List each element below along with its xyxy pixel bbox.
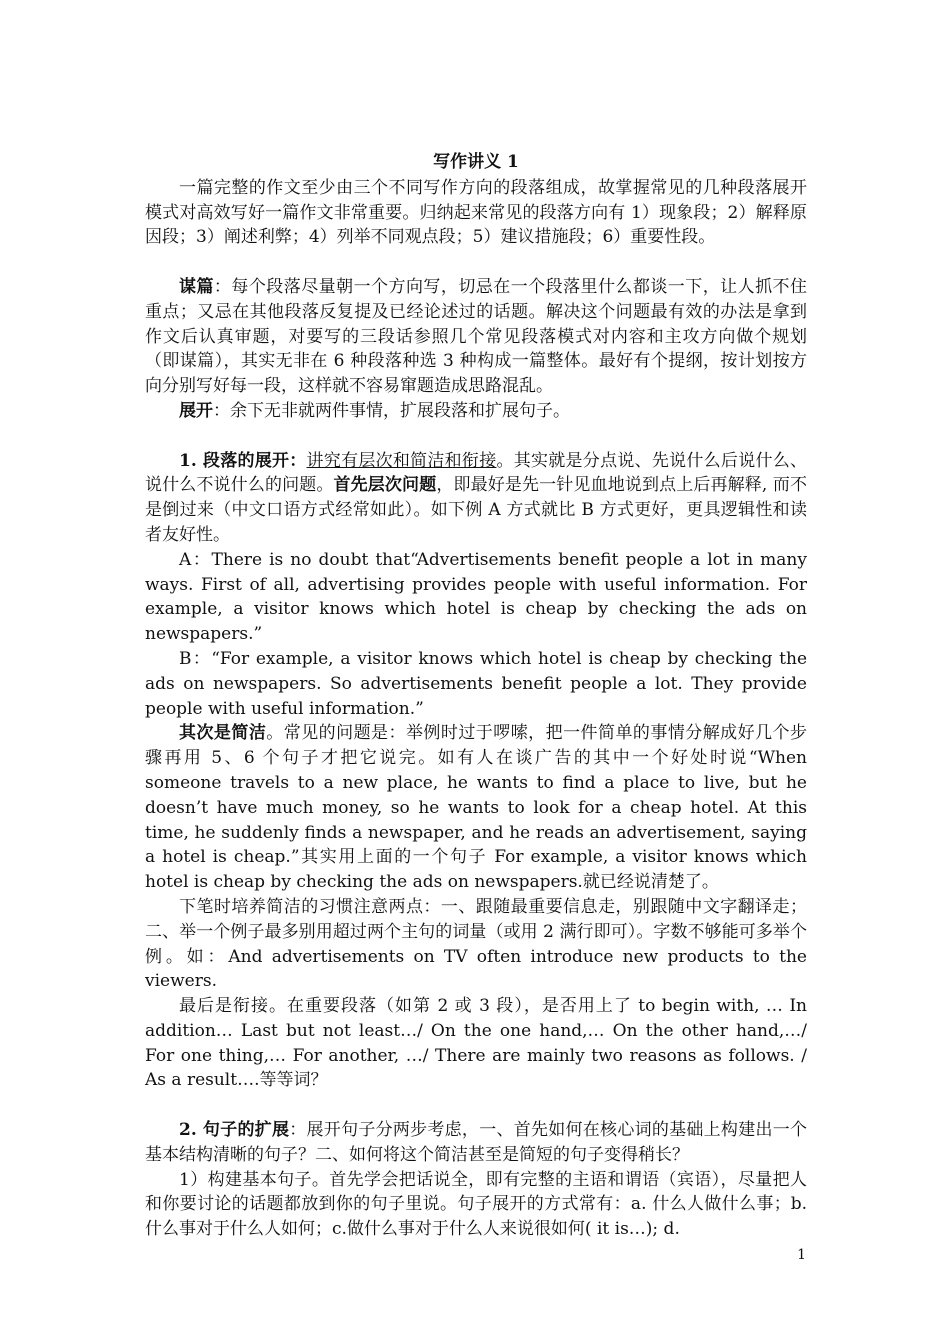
- last-paragraph: 最后是衔接。在重要段落（如第 2 或 3 段），是否用上了 to begin with, … In addition… Last but not least…/ On the one hand,… On the other hand,…/ For one thing,… For another, …/ There are mainly two reasons as follows. / As a result….等等词？: [145, 996, 807, 1091]
- example-a: A：There is no doubt that“Advertisements benefit people a lot in many ways. First of all, advertising provides people with useful information. For example, a visitor knows which hotel is cheap by checking the ads on newspapers.”: [145, 549, 807, 645]
- section1-bold2: 首先层次问题: [333, 475, 437, 496]
- zhankai-paragraph: [145, 399, 807, 424]
- page-number: 1: [797, 1247, 806, 1263]
- section2-text: ：展开句子分两步考虑，一、首先如何在核心词的基础上构建出一个基本结构清晰的句子？二、如何将这个简洁甚至是简短的句子变得稍长？: [145, 1120, 807, 1165]
- section1-text2: ，即最好是先一针见血地说到点上后再解释, 而不是倒过来（中文口语方式经常如此）。如下例 A 方式就比 B 方式更好，更具逻辑性和读者友好性。: [145, 475, 808, 545]
- section1-label: 1. 段落的展开：: [179, 450, 307, 471]
- jian-paragraph: [145, 721, 807, 895]
- habit-paragraph: 下笔时培养简洁的习惯注意两点：一、跟随最重要信息走，别跟随中文字翻译走；二、举一个例子最多别用超过两个主句的词量（或用 2 满行即可）。字数不够能可多举个例。如：And advertisements on TV often introduce new products to the viewers.: [145, 896, 807, 992]
- section2-point1: 1）构建基本句子。首先学会把话说全，即有完整的主语和谓语（宾语），尽量把人和你要讨论的话题都放到你的句子里说。句子展开的方式常有：a. 什么人做什么事；b. 什么事对于什么人如何；c.做什么事对于什么人来说很如何( it is…); d.: [145, 1169, 807, 1240]
- intro-paragraph: 一篇完整的作文至少由三个不同写作方向的段落组成，故掌握常见的几种段落展开模式对高效写好一篇作文非常重要。归纳起来常见的段落方向有 1）现象段；2）解释原因段；3）阐述利弊；4）列举不同观点段；5）建议措施段；6）重要性段。: [145, 177, 807, 248]
- zhankai-text: ：余下无非就两件事情，扩展段落和扩展句子。: [213, 400, 570, 421]
- section1-text1: 。其实就是分点说、先说什么后说什么、说什么不说什么的问题。: [145, 450, 807, 496]
- section1-paragraph: [145, 449, 807, 548]
- example-b: B：“For example, a visitor knows which hotel is cheap by checking the ads on newspapers. So advertisements benefit people a lot. They provide people with useful information.”: [145, 648, 807, 719]
- zhankai-label: 展开: [179, 400, 213, 421]
- page-title: 写作讲义 1: [433, 152, 519, 172]
- mou-paragraph: [145, 275, 807, 399]
- jian-label: 其次是简洁: [179, 723, 267, 744]
- section2-label: 2. 句子的扩展: [179, 1120, 290, 1141]
- mou-text: ：每个段落尽量朝一个方向写，切忌在一个段落里什么都谈一下，让人抓不住重点；又忌在其他段落反复提及已经论述过的话题。解决这个问题最有效的办法是拿到作文后认真审题，对要写的三段话参照几个常见段落模式对内容和主攻方向做个规划（即谋篇），其实无非在 6 种段落种选 3 种构成一篇整体。最好有个提纲，按计划按方向分别写好每一段，这样就不容易窜题造成思路混乱。: [145, 276, 808, 397]
- spacer: [145, 1093, 807, 1118]
- mou-label: 谋篇: [179, 276, 214, 297]
- document-body: [145, 150, 807, 1242]
- section1-underlined: 讲究有层次和简洁和衔接: [306, 450, 497, 471]
- jian-text: 。常见的问题是：举例时过于啰嗦，把一件简单的事情分解成好几个步骤再用 5、6 个句子才把它说完。如有人在谈广告的其中一个好处时说“When someone travels to a new place, he wants to find a place to live, but he doesn’t have much money, so he wants to look for a cheap hotel. At this time, he suddenly finds a newspaper, and he reads an advertisement, saying a hotel is cheap.”其实用上面的一个句子 For example, a visitor knows which hotel is cheap by checking the ads on newspapers.就已经说清楚了。: [145, 723, 808, 893]
- spacer: [145, 250, 807, 275]
- spacer: [145, 424, 807, 449]
- section2-paragraph: [145, 1118, 807, 1168]
